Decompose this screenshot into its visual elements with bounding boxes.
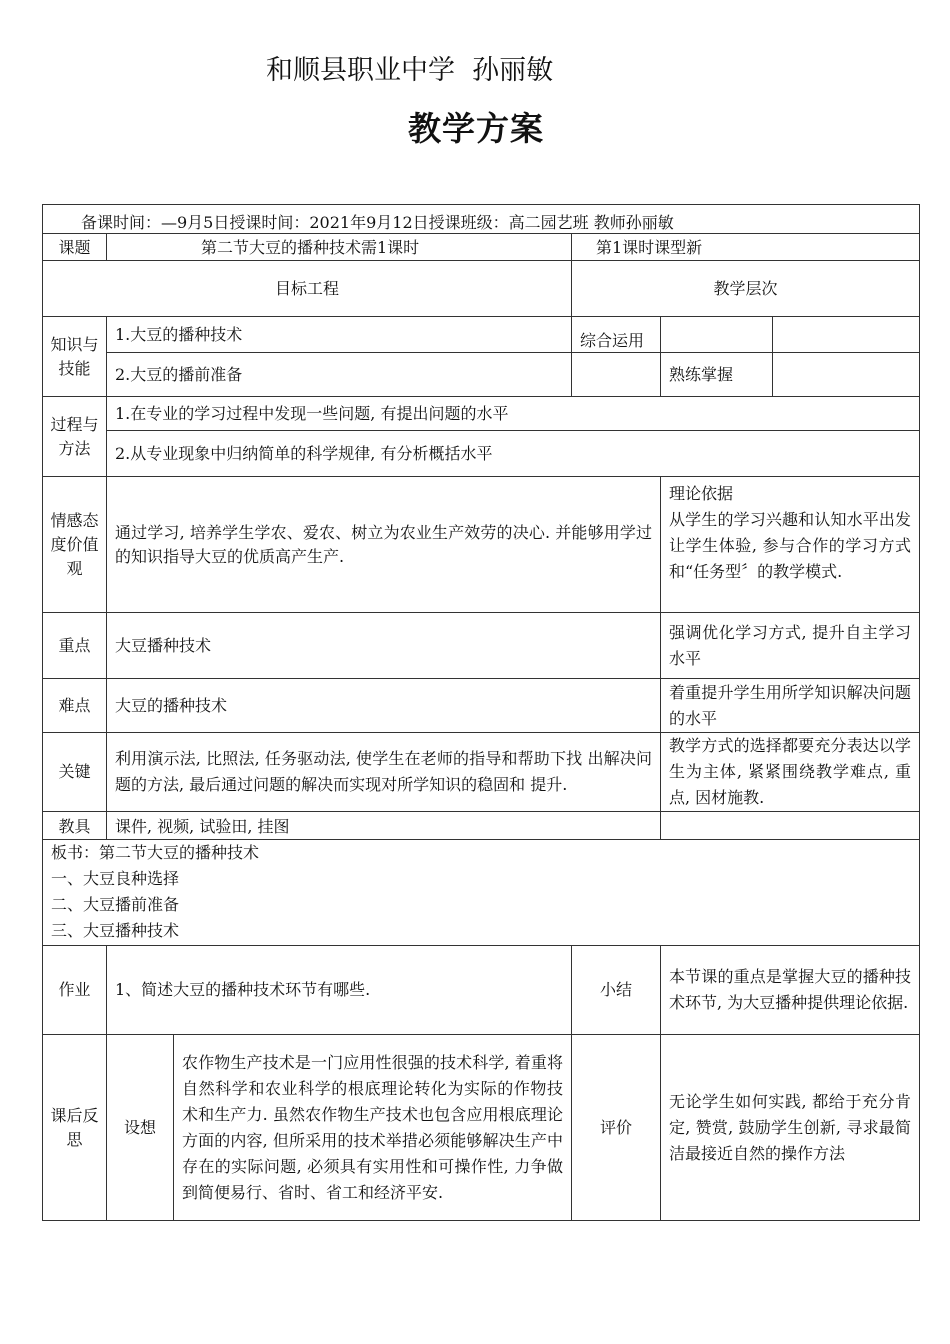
homework-text: 1、简述大豆的播种技术环节有哪些. — [107, 946, 572, 1035]
knowledge-level-2-blank-b — [773, 353, 920, 397]
difficulty-note: 着重提升学生用所学知识解决问题的水平 — [661, 679, 920, 733]
process-row-1 — [43, 397, 920, 431]
topic-row — [43, 234, 920, 261]
tools-label: 教具 — [43, 812, 107, 840]
board-row — [43, 840, 920, 946]
summary-label: 小结 — [572, 946, 661, 1035]
key-label: 关键 — [43, 733, 107, 812]
period-info: 第1课时课型新 — [572, 234, 920, 261]
board-line-2: 一、大豆良种选择 — [51, 869, 180, 888]
evaluation-text: 无论学生如何实践, 都给于充分肯定, 赞赏, 鼓励学生创新, 寻求最简洁最接近自然的操作方法 — [661, 1035, 920, 1221]
knowledge-row-2 — [43, 353, 920, 397]
topic-value: 第二节大豆的播种技术需1课时 — [107, 234, 572, 261]
blackboard-plan — [43, 840, 920, 946]
process-label: 过程与方法 — [43, 397, 107, 477]
emotion-label: 情感态度价值观 — [43, 477, 107, 613]
knowledge-level-1-text: 综合运用 — [580, 331, 645, 350]
key-point-text: 大豆播种技术 — [107, 613, 661, 679]
tools-blank — [661, 812, 920, 840]
knowledge-level-1-blank-a — [661, 317, 773, 353]
difficulty-text: 大豆的播种技术 — [107, 679, 661, 733]
summary-text: 本节课的重点是掌握大豆的播种技术环节, 为大豆播种提供理论依据. — [661, 946, 920, 1035]
objectives-header-row — [43, 261, 920, 317]
knowledge-label: 知识与技能 — [43, 317, 107, 397]
process-item-2: 2.从专业现象中归纳简单的科学规律, 有分析概括水平 — [107, 431, 920, 477]
idea-text: 农作物生产技术是一门应用性很强的技术科学, 着重将自然科学和农业科学的根底理论转化为实际的作物技术和生产力. 虽然农作物生产技术也包含应用根底理论方面的内容, 但所采用的技术举措必须能够解决生产中存在的实际问题, 必须具有实用性和可操作性, 力争做到简便易行、省时、省工和经济平安. — [174, 1035, 572, 1221]
process-row-2 — [43, 431, 920, 477]
document-title: 教学方案 — [408, 109, 544, 148]
board-line-4: 三、大豆播种技术 — [51, 921, 180, 940]
board-line-3: 二、大豆播前准备 — [51, 895, 180, 914]
school-author-heading: 和顺县职业中学 孙丽敏 — [266, 55, 554, 86]
knowledge-level-1-blank-b — [773, 317, 920, 353]
key-point-label: 重点 — [43, 613, 107, 679]
lesson-plan-table — [42, 204, 920, 1221]
difficulty-row — [43, 679, 920, 733]
tools-row — [43, 812, 920, 840]
knowledge-level-2: 熟练掌握 — [661, 353, 773, 397]
topic-label: 课题 — [43, 234, 107, 261]
theory-basis-title: 理论依据 — [669, 484, 734, 503]
evaluation-label: 评价 — [572, 1035, 661, 1221]
emotion-row — [43, 477, 920, 613]
reflection-label: 课后反思 — [43, 1035, 107, 1221]
key-note: 教学方式的选择都要充分表达以学生为主体, 紧紧围绕教学难点, 重点, 因材施教. — [661, 733, 920, 812]
tools-text: 课件, 视频, 试验田, 挂图 — [107, 812, 661, 840]
knowledge-row-1 — [43, 317, 920, 353]
homework-row — [43, 946, 920, 1035]
theory-basis-text: 从学生的学习兴趣和认知水平出发让学生体验, 参与合作的学习方式和“任务型〞的教学模式. — [669, 510, 912, 581]
process-item-1: 1.在专业的学习过程中发现一些问题, 有提出问题的水平 — [107, 397, 920, 431]
key-point-row — [43, 613, 920, 679]
level-header: 教学层次 — [572, 261, 920, 317]
reflection-row — [43, 1035, 920, 1221]
key-point-note: 强调优化学习方式, 提升自主学习水平 — [661, 613, 920, 679]
emotion-text: 通过学习, 培养学生学农、爱农、树立为农业生产效劳的决心. 并能够用学过的知识指导大豆的优质高产生产. — [107, 477, 661, 613]
knowledge-item-1: 1.大豆的播种技术 — [107, 317, 572, 353]
idea-label: 设想 — [107, 1035, 174, 1221]
knowledge-item-2: 2.大豆的播前准备 — [107, 353, 572, 397]
knowledge-level-2-blank — [572, 353, 661, 397]
homework-label: 作业 — [43, 946, 107, 1035]
info-row — [43, 205, 920, 234]
key-text: 利用演示法, 比照法, 任务驱动法, 使学生在老师的指导和帮助下找 出解决问题的方法, 最后通过问题的解决而实现对所学知识的稳固和 提升. — [107, 733, 661, 812]
key-row — [43, 733, 920, 812]
schedule-info: 备课时间：—9月5日授课时间：2021年9月12日授课班级：高二园艺班 教师孙丽敏 — [43, 205, 920, 234]
difficulty-label: 难点 — [43, 679, 107, 733]
knowledge-level-1 — [572, 317, 661, 353]
goal-header: 目标工程 — [43, 261, 572, 317]
theory-basis — [661, 477, 920, 613]
board-line-1: 板书：第二节大豆的播种技术 — [51, 843, 260, 862]
